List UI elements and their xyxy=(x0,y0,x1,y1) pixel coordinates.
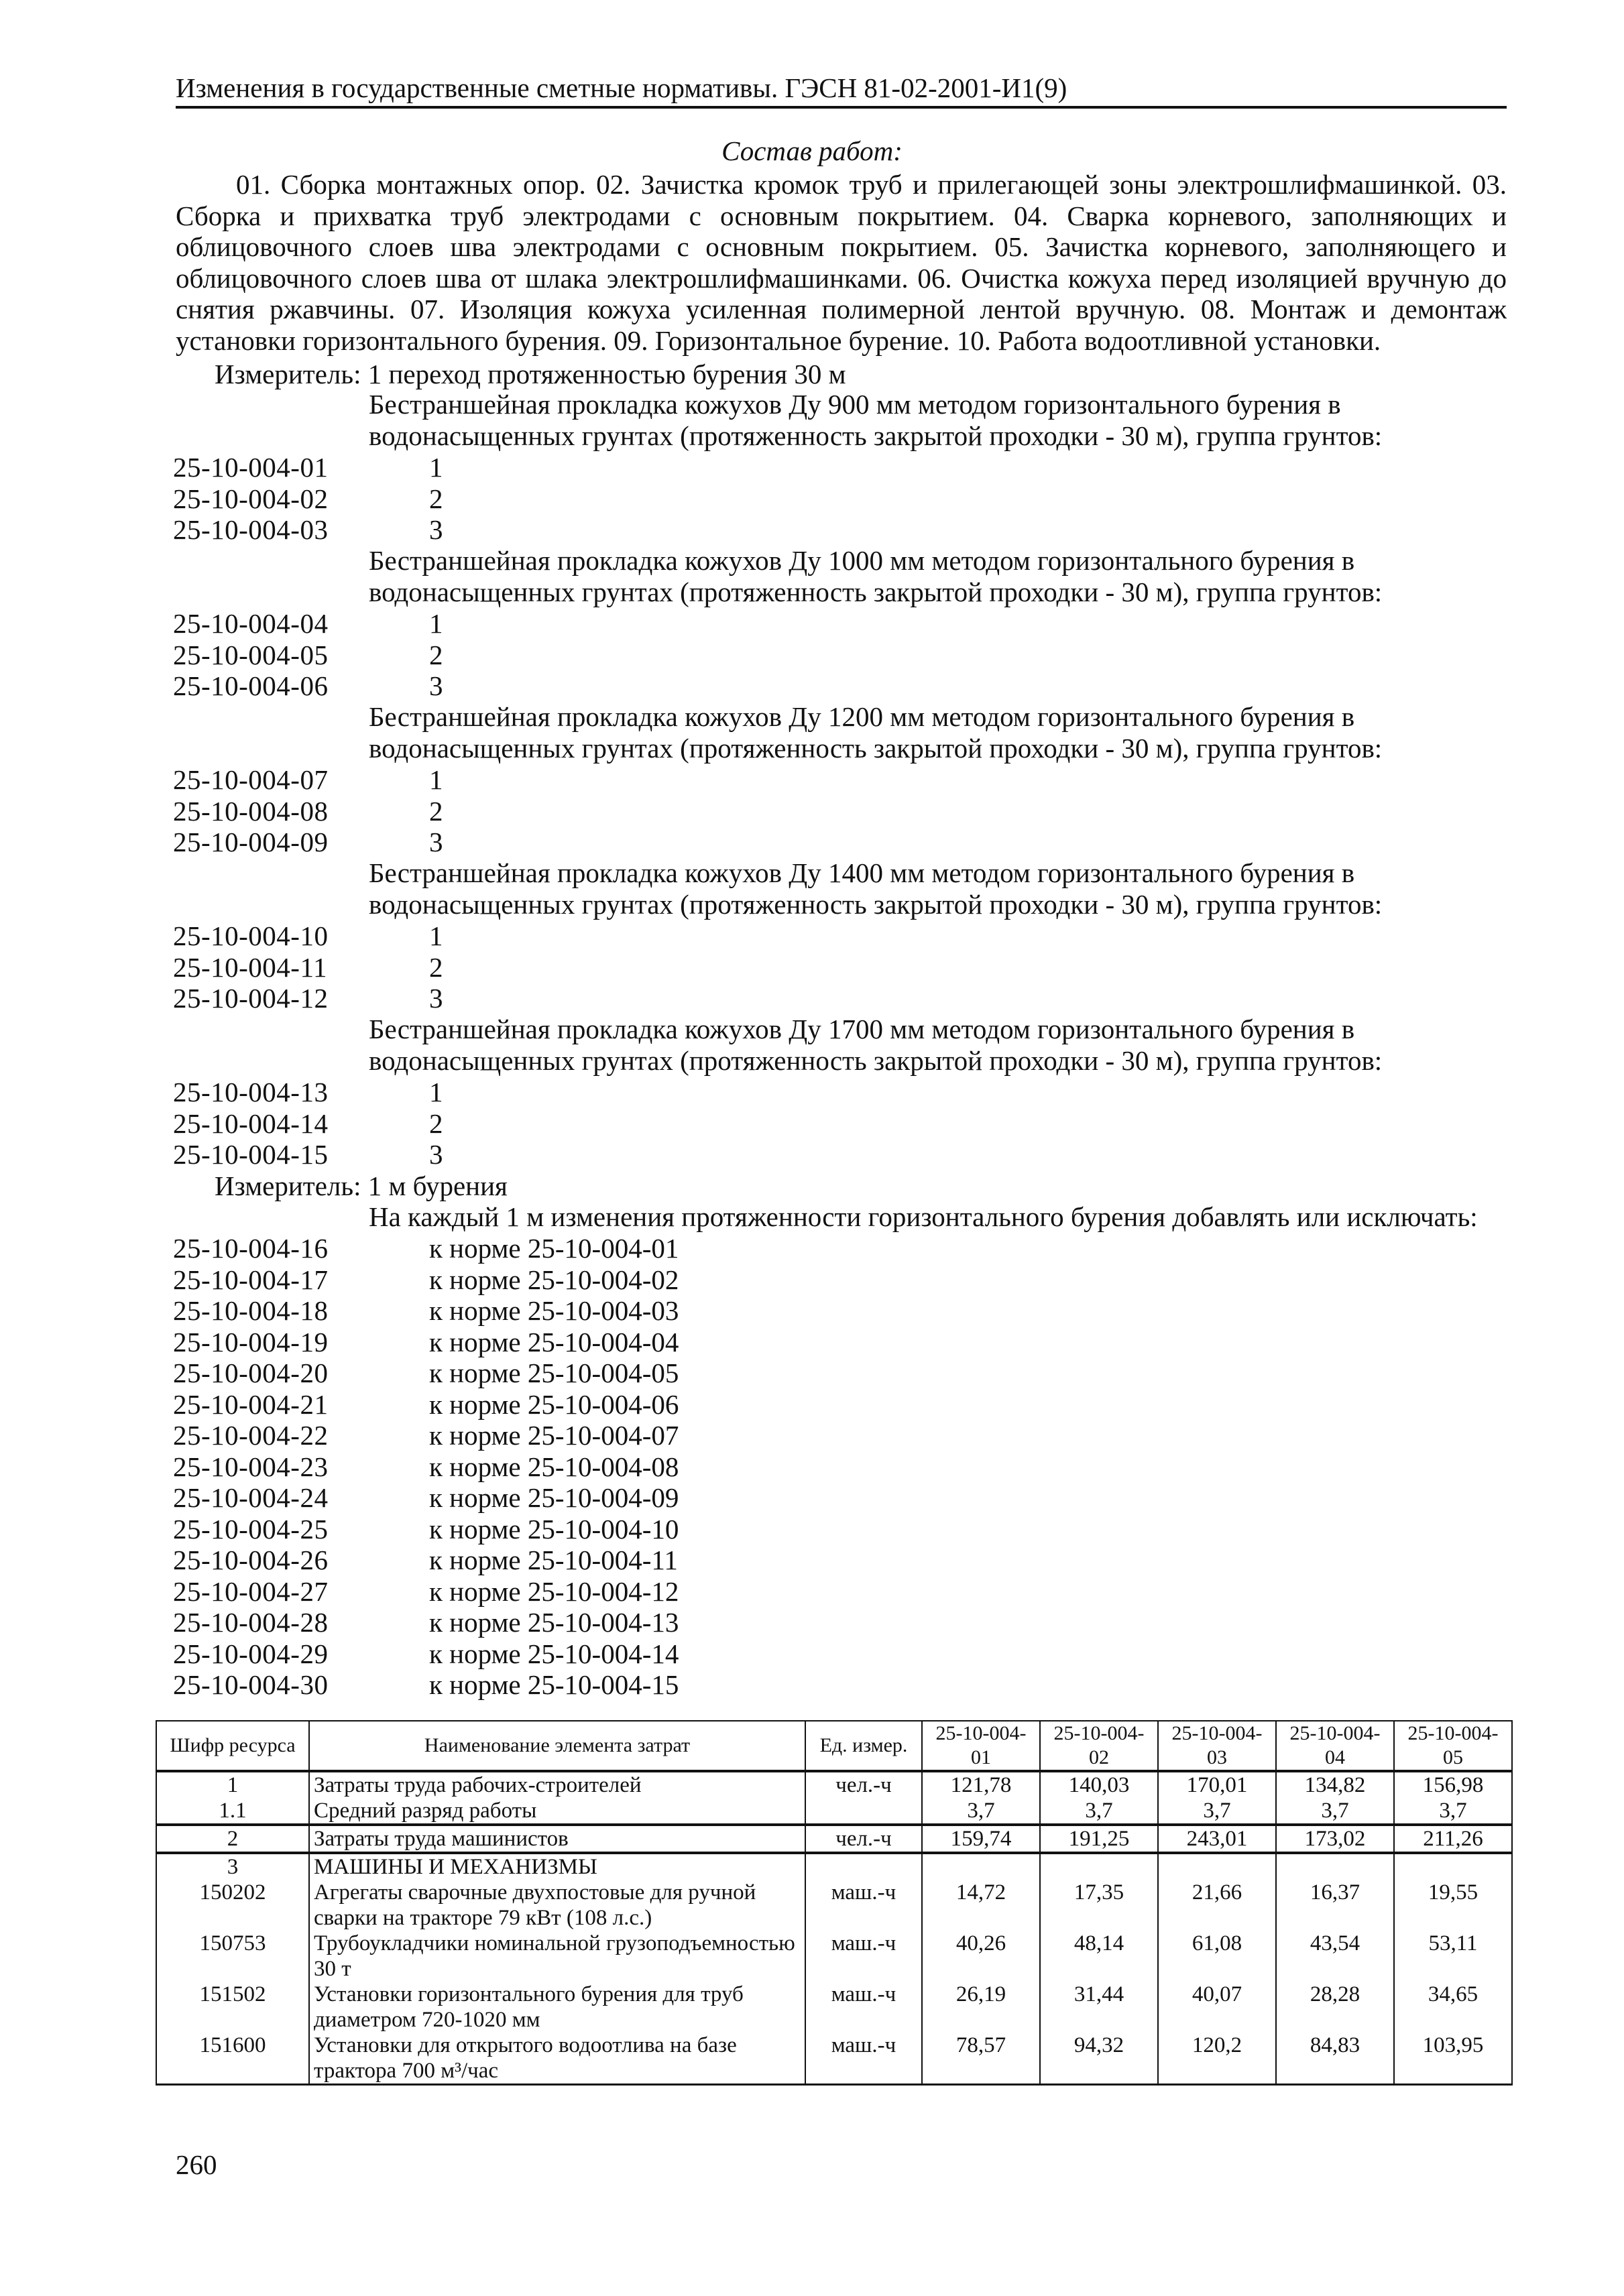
cell-value xyxy=(922,1853,1040,1880)
cell-code: 151600 xyxy=(156,2033,309,2085)
table-row xyxy=(156,2033,1512,2085)
norm-reference: к норме 25-10-004-02 xyxy=(429,1264,679,1295)
cell-value xyxy=(1394,1853,1512,1880)
norm-reference: к норме 25-10-004-12 xyxy=(429,1576,679,1607)
cell-code: 1.1 xyxy=(156,1798,309,1825)
cell-value: 159,74 xyxy=(922,1825,1040,1853)
cell-name: Агрегаты сварочные двухпостовые для ручной сварки на тракторе 79 кВт (108 л.с.) xyxy=(309,1880,805,1931)
table-row xyxy=(156,1798,1512,1825)
soil-group: 2 xyxy=(429,796,443,827)
cell-value: 28,28 xyxy=(1276,1982,1394,2033)
cell-value: 243,01 xyxy=(1158,1825,1276,1853)
norm-reference: к норме 25-10-004-03 xyxy=(429,1295,679,1326)
norm-code: 25-10-004-06 xyxy=(173,670,329,701)
norm-code: 25-10-004-11 xyxy=(173,952,327,983)
soil-group: 3 xyxy=(429,670,443,701)
cell-code: 150202 xyxy=(156,1880,309,1931)
cell-value: 53,11 xyxy=(1394,1931,1512,1982)
norm-code: 25-10-004-07 xyxy=(173,764,329,795)
cell-value: 191,25 xyxy=(1040,1825,1158,1853)
cell-value xyxy=(1158,1853,1276,1880)
cell-value: 26,19 xyxy=(922,1982,1040,2033)
soil-group: 3 xyxy=(429,514,443,545)
table-row xyxy=(156,1771,1512,1798)
soil-group: 1 xyxy=(429,452,443,483)
meter-label: Измеритель: 1 переход протяженностью бурения 30 м xyxy=(215,359,846,389)
cell-name: МАШИНЫ И МЕХАНИЗМЫ xyxy=(309,1853,805,1880)
norm-code: 25-10-004-14 xyxy=(173,1108,329,1139)
cell-value: 173,02 xyxy=(1276,1825,1394,1853)
cell-value xyxy=(1276,1853,1394,1880)
resource-cost-table xyxy=(156,1720,1513,2086)
norm-code: 25-10-004-26 xyxy=(173,1545,329,1575)
norm-description: водонасыщенных грунтах (протяженность закрытой проходки - 30 м), группа грунтов: xyxy=(369,889,1383,920)
norm-code: 25-10-004-09 xyxy=(173,827,329,857)
norm-code: 25-10-004-13 xyxy=(173,1077,329,1107)
soil-group: 3 xyxy=(429,983,443,1014)
soil-group: 1 xyxy=(429,608,443,639)
norm-reference: к норме 25-10-004-08 xyxy=(429,1451,679,1482)
cell-code: 2 xyxy=(156,1825,309,1853)
soil-group: 2 xyxy=(429,640,443,670)
header-unit: Ед. измер. xyxy=(805,1721,922,1771)
cell-value: 40,07 xyxy=(1158,1982,1276,2033)
cell-value: 48,14 xyxy=(1040,1931,1158,1982)
cell-unit: маш.-ч xyxy=(805,1982,922,2033)
meter-label: Измеритель: 1 м бурения xyxy=(215,1170,508,1201)
header-norm-col: 25-10-004-01 xyxy=(922,1721,1040,1771)
header-norm-col: 25-10-004-03 xyxy=(1158,1721,1276,1771)
norm-code: 25-10-004-08 xyxy=(173,796,329,827)
norm-code: 25-10-004-02 xyxy=(173,483,329,514)
norm-code: 25-10-004-01 xyxy=(173,452,329,483)
cell-value: 61,08 xyxy=(1158,1931,1276,1982)
cell-value: 84,83 xyxy=(1276,2033,1394,2085)
norm-description: На каждый 1 м изменения протяженности горизонтального бурения добавлять или исключать: xyxy=(369,1201,1478,1232)
cell-value: 14,72 xyxy=(922,1880,1040,1931)
soil-group: 3 xyxy=(429,1139,443,1170)
norm-reference: к норме 25-10-004-10 xyxy=(429,1514,679,1545)
page-number: 260 xyxy=(176,2149,217,2180)
cell-name: Средний разряд работы xyxy=(309,1798,805,1825)
cell-unit: чел.-ч xyxy=(805,1771,922,1798)
norm-code: 25-10-004-23 xyxy=(173,1451,329,1482)
norm-code: 25-10-004-27 xyxy=(173,1576,329,1607)
norm-reference: к норме 25-10-004-13 xyxy=(429,1607,679,1638)
cell-unit: маш.-ч xyxy=(805,1880,922,1931)
cell-unit: чел.-ч xyxy=(805,1825,922,1853)
cell-value: 19,55 xyxy=(1394,1880,1512,1931)
header-norm-col: 25-10-004-02 xyxy=(1040,1721,1158,1771)
cell-name: Установки горизонтального бурения для труб диаметром 720-1020 мм xyxy=(309,1982,805,2033)
cell-value: 31,44 xyxy=(1040,1982,1158,2033)
cell-value: 34,65 xyxy=(1394,1982,1512,2033)
norm-reference: к норме 25-10-004-14 xyxy=(429,1638,679,1669)
cell-value: 16,37 xyxy=(1276,1880,1394,1931)
cell-value: 211,26 xyxy=(1394,1825,1512,1853)
soil-group: 1 xyxy=(429,920,443,951)
cell-value: 121,78 xyxy=(922,1771,1040,1798)
soil-group: 2 xyxy=(429,1108,443,1139)
norm-code: 25-10-004-04 xyxy=(173,608,329,639)
norm-description: Бестраншейная прокладка кожухов Ду 1700 мм методом горизонтального бурения в xyxy=(369,1014,1355,1044)
norm-code: 25-10-004-28 xyxy=(173,1607,329,1638)
header-resource-code: Шифр ресурса xyxy=(156,1721,309,1771)
cell-code: 3 xyxy=(156,1853,309,1880)
cell-value: 40,26 xyxy=(922,1931,1040,1982)
norm-reference: к норме 25-10-004-07 xyxy=(429,1420,679,1451)
norm-code: 25-10-004-10 xyxy=(173,920,329,951)
header-norm-col: 25-10-004-04 xyxy=(1276,1721,1394,1771)
soil-group: 1 xyxy=(429,1077,443,1107)
header-norm-col: 25-10-004-05 xyxy=(1394,1721,1512,1771)
cell-unit: маш.-ч xyxy=(805,2033,922,2085)
cell-code: 1 xyxy=(156,1771,309,1798)
cell-value: 3,7 xyxy=(1394,1798,1512,1825)
cell-value: 3,7 xyxy=(922,1798,1040,1825)
norm-code: 25-10-004-20 xyxy=(173,1357,329,1388)
norm-code: 25-10-004-05 xyxy=(173,640,329,670)
norm-description: Бестраншейная прокладка кожухов Ду 1200 мм методом горизонтального бурения в xyxy=(369,701,1355,732)
norm-reference: к норме 25-10-004-09 xyxy=(429,1482,679,1513)
norm-description: водонасыщенных грунтах (протяженность закрытой проходки - 30 м), группа грунтов: xyxy=(369,1045,1383,1076)
work-composition-title: Состав работ: xyxy=(721,135,903,166)
cell-name: Затраты труда рабочих-строителей xyxy=(309,1771,805,1798)
norm-code: 25-10-004-29 xyxy=(173,1638,329,1669)
norm-code: 25-10-004-25 xyxy=(173,1514,329,1545)
cell-value: 140,03 xyxy=(1040,1771,1158,1798)
norm-code: 25-10-004-15 xyxy=(173,1139,329,1170)
cell-value xyxy=(1040,1853,1158,1880)
soil-group: 3 xyxy=(429,827,443,857)
cell-value: 170,01 xyxy=(1158,1771,1276,1798)
norm-reference: к норме 25-10-004-15 xyxy=(429,1669,679,1700)
soil-group: 2 xyxy=(429,483,443,514)
norm-code: 25-10-004-21 xyxy=(173,1389,329,1420)
norm-code: 25-10-004-30 xyxy=(173,1669,329,1700)
norm-reference: к норме 25-10-004-04 xyxy=(429,1327,679,1357)
norm-description: Бестраншейная прокладка кожухов Ду 1000 мм методом горизонтального бурения в xyxy=(369,545,1355,576)
cell-value: 134,82 xyxy=(1276,1771,1394,1798)
cell-code: 150753 xyxy=(156,1931,309,1982)
cell-value: 43,54 xyxy=(1276,1931,1394,1982)
norm-reference: к норме 25-10-004-01 xyxy=(429,1233,679,1264)
table-row xyxy=(156,1853,1512,1880)
soil-group: 1 xyxy=(429,764,443,795)
norm-code: 25-10-004-19 xyxy=(173,1327,329,1357)
norm-description: водонасыщенных грунтах (протяженность закрытой проходки - 30 м), группа грунтов: xyxy=(369,733,1383,764)
page-header: Изменения в государственные сметные нормативы. ГЭСН 81-02-2001-И1(9) xyxy=(176,72,1507,109)
norm-code: 25-10-004-17 xyxy=(173,1264,329,1295)
table-row xyxy=(156,1931,1512,1982)
cell-value: 3,7 xyxy=(1040,1798,1158,1825)
norm-description: Бестраншейная прокладка кожухов Ду 1400 мм методом горизонтального бурения в xyxy=(369,857,1355,888)
cell-value: 21,66 xyxy=(1158,1880,1276,1931)
table-row xyxy=(156,1982,1512,2033)
norm-reference: к норме 25-10-004-06 xyxy=(429,1389,679,1420)
work-composition-text: 01. Сборка монтажных опор. 02. Зачистка кромок труб и прилегающей зоны электрошлифмашинкой. 03. Сборка и прихватка труб электродами с основным покрытием. 04. Сварка корневого, заполняющих и облицовочного слоев шва электродами с основным покрытием. 05. Зачистка корневого, заполняющего и облицовочного слоев шва от шлака электрошлифмашинками. 06. Очистка кожуха перед изоляцией вручную до снятия ржавчины. 07. Изоляция кожуха усиленная полимерной лентой вручную. 08. Монтаж и демонтаж установки горизонтального бурения. 09. Горизонтальное бурение. 10. Работа водоотливной установки. xyxy=(176,169,1507,356)
table-row xyxy=(156,1825,1512,1853)
norm-description: Бестраншейная прокладка кожухов Ду 900 мм методом горизонтального бурения в xyxy=(369,389,1341,420)
cell-unit xyxy=(805,1798,922,1825)
norm-code: 25-10-004-24 xyxy=(173,1482,329,1513)
cell-value: 103,95 xyxy=(1394,2033,1512,2085)
cell-name: Затраты труда машинистов xyxy=(309,1825,805,1853)
norm-reference: к норме 25-10-004-05 xyxy=(429,1357,679,1388)
norm-reference: к норме 25-10-004-11 xyxy=(429,1545,678,1575)
cell-value: 156,98 xyxy=(1394,1771,1512,1798)
cell-value: 3,7 xyxy=(1158,1798,1276,1825)
norm-code: 25-10-004-22 xyxy=(173,1420,329,1451)
cell-unit xyxy=(805,1853,922,1880)
norm-code: 25-10-004-16 xyxy=(173,1233,329,1264)
soil-group: 2 xyxy=(429,952,443,983)
cell-unit: маш.-ч xyxy=(805,1931,922,1982)
table-row xyxy=(156,1880,1512,1931)
norm-description: водонасыщенных грунтах (протяженность закрытой проходки - 30 м), группа грунтов: xyxy=(369,420,1383,451)
cell-value: 17,35 xyxy=(1040,1880,1158,1931)
cell-value: 120,2 xyxy=(1158,2033,1276,2085)
cell-code: 151502 xyxy=(156,1982,309,2033)
norm-description: водонасыщенных грунтах (протяженность закрытой проходки - 30 м), группа грунтов: xyxy=(369,577,1383,607)
cell-value: 94,32 xyxy=(1040,2033,1158,2085)
norm-code: 25-10-004-18 xyxy=(173,1295,329,1326)
cell-name: Установки для открытого водоотлива на базе трактора 700 м³/час xyxy=(309,2033,805,2085)
cell-value: 78,57 xyxy=(922,2033,1040,2085)
cell-name: Трубоукладчики номинальной грузоподъемностью 30 т xyxy=(309,1931,805,1982)
table-header-row xyxy=(156,1721,1512,1771)
header-element-name: Наименование элемента затрат xyxy=(309,1721,805,1771)
norm-code: 25-10-004-12 xyxy=(173,983,329,1014)
norm-code: 25-10-004-03 xyxy=(173,514,329,545)
cell-value: 3,7 xyxy=(1276,1798,1394,1825)
